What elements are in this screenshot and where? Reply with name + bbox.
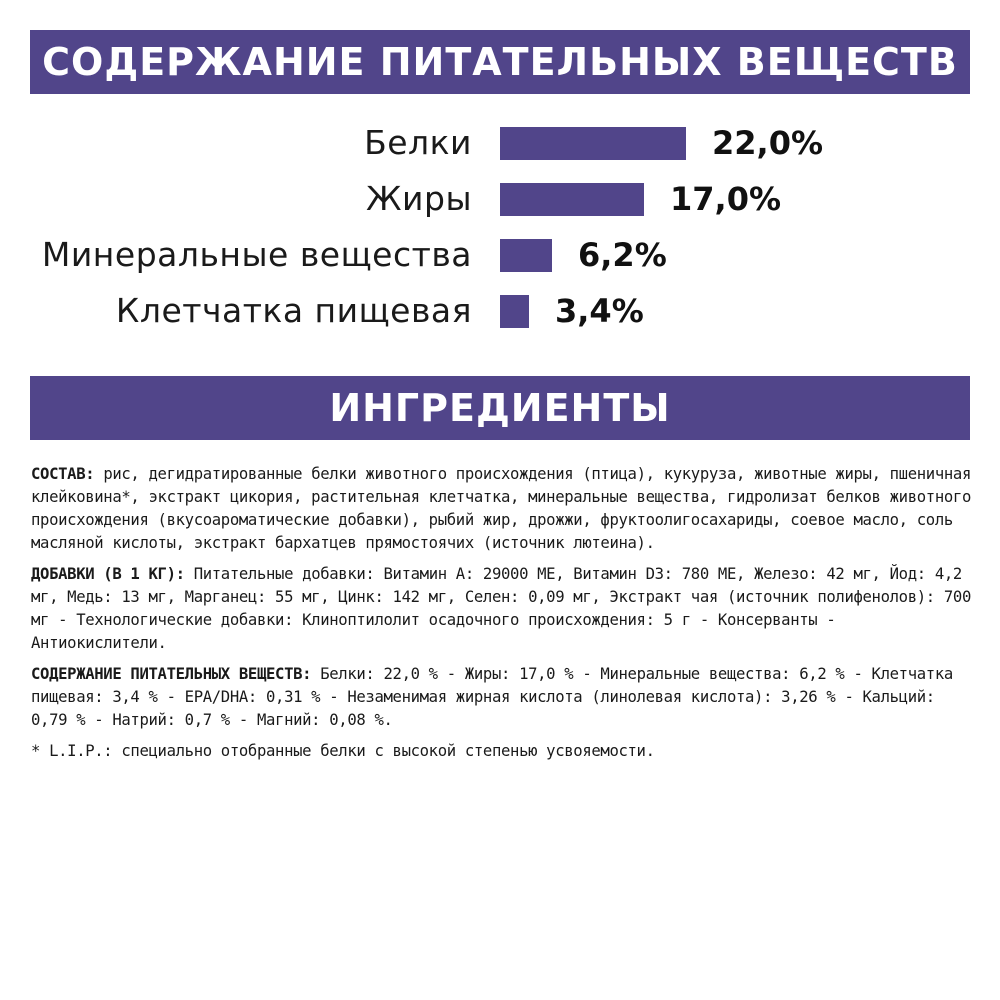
chart-value-label: 17,0%	[670, 180, 782, 218]
composition-paragraph	[31, 463, 976, 555]
additives-text: Питательные добавки: Витамин A: 29000 МЕ, Витамин D3: 780 МЕ, Железо: 42 мг, Йод: 4,2 мг, Медь: 13 мг, Марганец: 55 мг, Цинк: 142 мг, Селен: 0,09 мг, Экстракт чая (источник полифенолов): 700 мг - Технологические добавки: Клиноптилолит осадочного происхождения: 5 г - Консерванты - Антиокислители.	[31, 565, 971, 652]
ingredients-heading: ИНГРЕДИЕНТЫ	[30, 376, 970, 440]
composition-label: СОСТАВ:	[31, 465, 95, 483]
chart-value-label: 3,4%	[555, 292, 644, 330]
chart-category-label: Клетчатка пищевая	[115, 291, 472, 330]
composition-text: рис, дегидратированные белки животного происхождения (птица), кукуруза, животные жиры, пшеничная клейковина*, экстракт цикория, растительная клетчатка, минеральные вещества, гидролизат белков животного происхождения (вкусоароматические добавки), рыбий жир, дрожжи, фруктоолигосахариды, соевое масло, соль масляной кислоты, экстракт бархатцев прямостоячих (источник лютеина).	[31, 465, 971, 552]
nutrient-content-text: Белки: 22,0 % - Жиры: 17,0 % - Минеральные вещества: 6,2 % - Клетчатка пищевая: 3,4 % - EPA/DHA: 0,31 % - Незаменимая жирная кислота (линолевая кислота): 3,26 % - Кальций: 0,79 % - Натрий: 0,7 % - Магний: 0,08 %.	[31, 665, 953, 729]
chart-value-label: 6,2%	[578, 236, 667, 274]
chart-category-label: Жиры	[366, 179, 472, 218]
nutrient-content-paragraph	[31, 663, 976, 732]
ingredients-text-block	[31, 463, 976, 771]
chart-bar	[500, 295, 529, 328]
nutrient-bar-chart	[0, 115, 1000, 345]
chart-row	[0, 227, 1000, 283]
chart-value-label: 22,0%	[712, 124, 824, 162]
chart-bar	[500, 183, 644, 216]
nutrient-content-label: СОДЕРЖАНИЕ ПИТАТЕЛЬНЫХ ВЕЩЕСТВ:	[31, 665, 312, 683]
chart-category-label: Минеральные вещества	[41, 235, 472, 274]
nutrients-heading: СОДЕРЖАНИЕ ПИТАТЕЛЬНЫХ ВЕЩЕСТВ	[30, 30, 970, 94]
chart-row	[0, 283, 1000, 339]
chart-bar	[500, 127, 686, 160]
additives-paragraph	[31, 563, 976, 655]
chart-bar	[500, 239, 552, 272]
chart-row	[0, 171, 1000, 227]
chart-category-label: Белки	[364, 123, 472, 162]
additives-label: ДОБАВКИ (В 1 КГ):	[31, 565, 185, 583]
chart-row	[0, 115, 1000, 171]
footnote: * L.I.P.: специально отобранные белки с высокой степенью усвояемости.	[31, 742, 655, 760]
